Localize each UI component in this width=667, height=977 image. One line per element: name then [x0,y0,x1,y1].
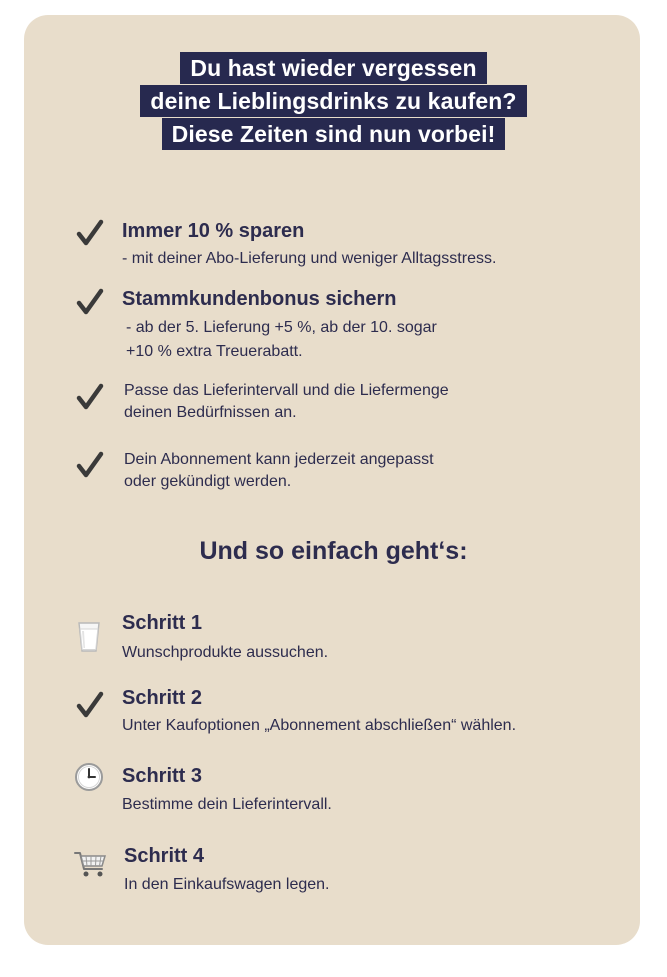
steps-heading: Und so einfach geht‘s: [199,537,468,565]
benefit-text: - ab der 5. Lieferung +5 %, ab der 10. sogar [126,319,437,336]
check-icon [74,217,106,249]
step-title: Schritt 1 [122,612,203,634]
benefit-title: Immer 10 % sparen [122,220,305,242]
step-title: Schritt 2 [122,687,203,709]
benefit-text: - mit deiner Abo-Lieferung und weniger Alltagsstress. [122,250,497,267]
headline-line-2: deine Lieblingsdrinks zu kaufen? [140,85,526,117]
headline [0,52,667,151]
step-text: Wunschprodukte aussuchen. [122,644,329,661]
step-title: Schritt 3 [122,765,203,787]
benefit-text: oder gekündigt werden. [124,473,292,490]
step-text: Bestimme dein Lieferintervall. [122,796,332,813]
benefit-text: Dein Abonnement kann jederzeit angepasst [124,451,434,468]
check-icon [74,286,106,318]
step-title: Schritt 4 [124,845,205,867]
shopping-cart-icon [74,847,108,881]
headline-line-1: Du hast wieder vergessen [180,52,486,84]
check-icon [74,689,106,721]
benefit-title: Stammkundenbonus sichern [122,288,397,310]
headline-line-3: Diese Zeiten sind nun vorbei! [162,118,506,150]
step-text: Unter Kaufoptionen „Abonnement abschließen“ wählen. [122,717,517,734]
check-icon [74,449,106,481]
benefit-text: deinen Bedürfnissen an. [124,404,297,421]
check-icon [74,381,106,413]
glass-icon [72,620,106,654]
clock-icon [74,762,104,792]
info-card [24,15,640,945]
benefit-text: +10 % extra Treuerabatt. [126,343,303,360]
benefit-text: Passe das Lieferintervall und die Liefermenge [124,382,449,399]
step-text: In den Einkaufswagen legen. [124,876,330,893]
